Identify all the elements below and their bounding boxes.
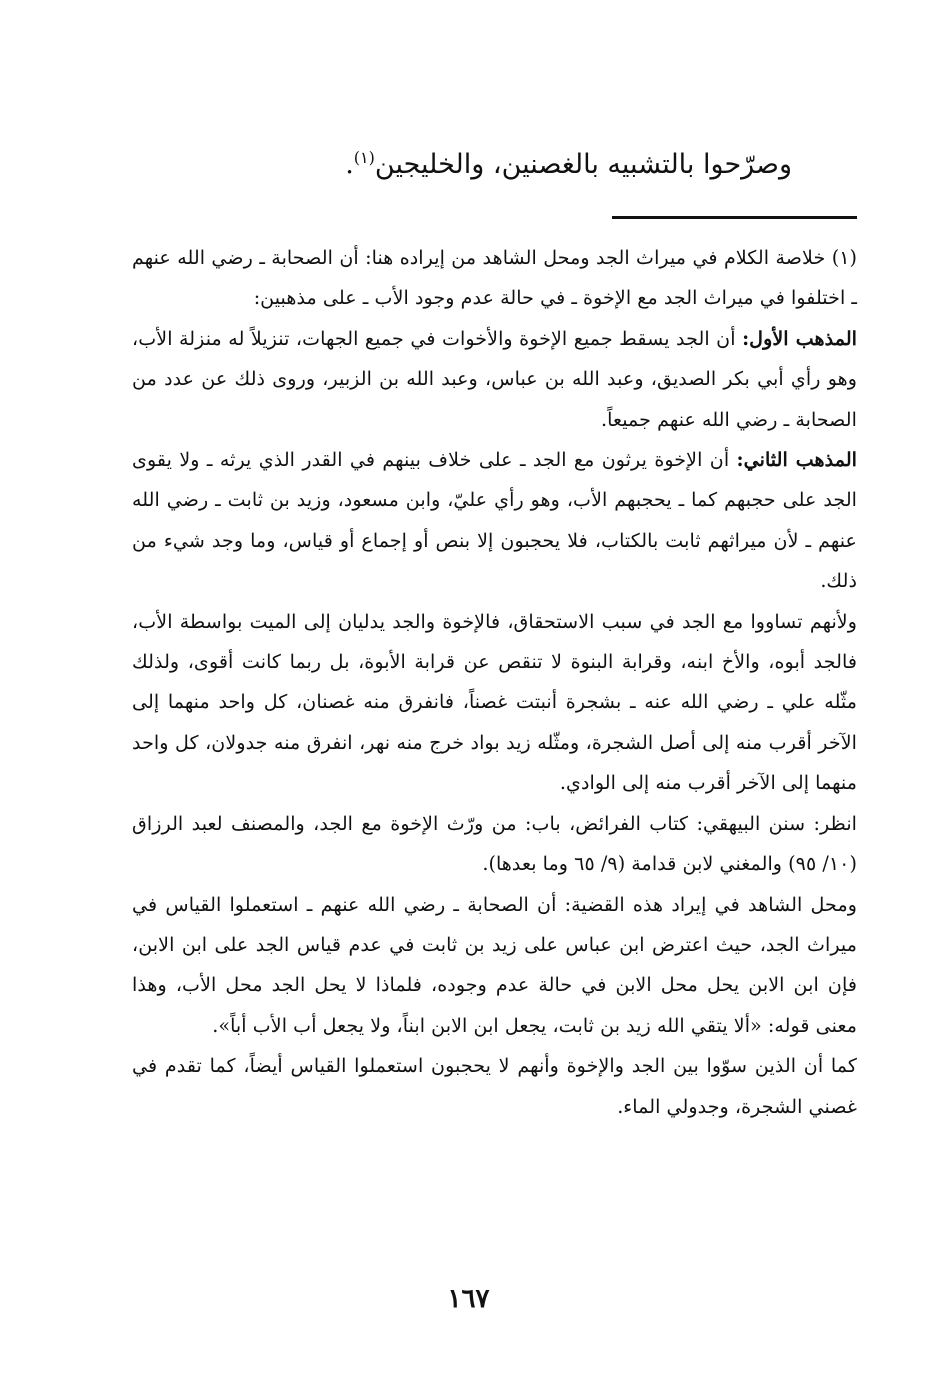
madhhab-1-label: المذهب الأول: [742,326,858,350]
footnote-reference: (١) [353,148,375,167]
footnote-section [132,238,857,1127]
footnote-paragraph-3: ولأنهم تساووا مع الجد في سبب الاستحقاق، فالإخوة والجد يدليان إلى الميت بواسطة الأب، فالجد أبوه، والأخ ابنه، وقرابة البنوة لا تنقص عن قرابة الأبوة، بل ربما كانت أقوى، ولذلك مثّله علي ـ رضي الله عنه ـ بشجرة أنبتت غصناً، فانفرق منه غصنان، كل واحد منهما إلى الآخر أقرب منه إلى أصل الشجرة، ومثّله زيد بواد خرج منه نهر، انفرق منه جدولان، كل واحد منهما إلى الآخر أقرب منه إلى الوادي. [132,609,857,795]
madhhab-2-label: المذهب الثاني: [736,448,857,472]
footnote-paragraph-4: انظر: سنن البيهقي: كتاب الفرائض، باب: من ورّث الإخوة مع الجد، والمصنف لعبد الرزاق (١٠/ ٩٥) والمغني لابن قدامة (٩/ ٦٥ وما بعدها). [132,811,857,876]
footnote-paragraph-5: ومحل الشاهد في إيراد هذه القضية: أن الصحابة ـ رضي الله عنهم ـ استعملوا القياس في ميراث الجد، حيث اعترض ابن عباس على زيد بن ثابت في عدم قياس الجد على ابن الابن، فإن ابن الابن يحل محل الابن في حالة عدم وجوده، فلماذا لا يحل الجد محل الأب، وهذا معنى قوله: «ألا يتقي الله زيد بن ثابت، يجعل ابن الابن ابناً، ولا يجعل أب الأب أباً». [132,892,857,1037]
madhhab-1-text: أن الجد يسقط جميع الإخوة والأخوات في جميع الجهات، تنزيلاً له منزلة الأب، وهو رأي أبي بكر الصديق، وعبد الله بن عباس، وعبد الله بن الزبير، وروى ذلك عن عدد من الصحابة ـ رضي الله عنهم جميعاً. [132,326,857,431]
main-text-end: . [345,149,354,180]
footnote-madhhab-1 [132,319,857,440]
footnote-intro: (١) خلاصة الكلام في ميراث الجد ومحل الشاهد من إيراده هنا: أن الصحابة ـ رضي الله عنهم ـ اختلفوا في ميراث الجد مع الإخوة ـ في حالة عدم وجود الأب ـ على مذهبين: [132,246,857,310]
madhhab-2-text: أن الإخوة يرثون مع الجد ـ على خلاف بينهم في القدر الذي يرثه ـ ولا يقوى الجد على حجبهم كما ـ يحجبهم الأب، وهو رأي عليّ، وابن مسعود، وزيد بن ثابت ـ رضي الله عنهم ـ لأن ميراثهم ثابت بالكتاب، فلا يحجبون إلا بنص أو إجماع أو قياس، وما وجد شيء من ذلك. [132,448,857,593]
footnote-madhhab-2 [132,440,857,602]
main-text-body: وصرّحوا بالتشبيه بالغصنين، والخليجين [374,149,792,180]
main-text-line [92,138,792,185]
footnote-paragraph-6: كما أن الذين سوّوا بين الجد والإخوة وأنهم لا يحجبون استعملوا القياس أيضاً، كما تقدم في غصني الشجرة، وجدولي الماء. [132,1054,857,1118]
footnote-separator [612,216,857,219]
page-number: ١٦٧ [447,1284,490,1314]
